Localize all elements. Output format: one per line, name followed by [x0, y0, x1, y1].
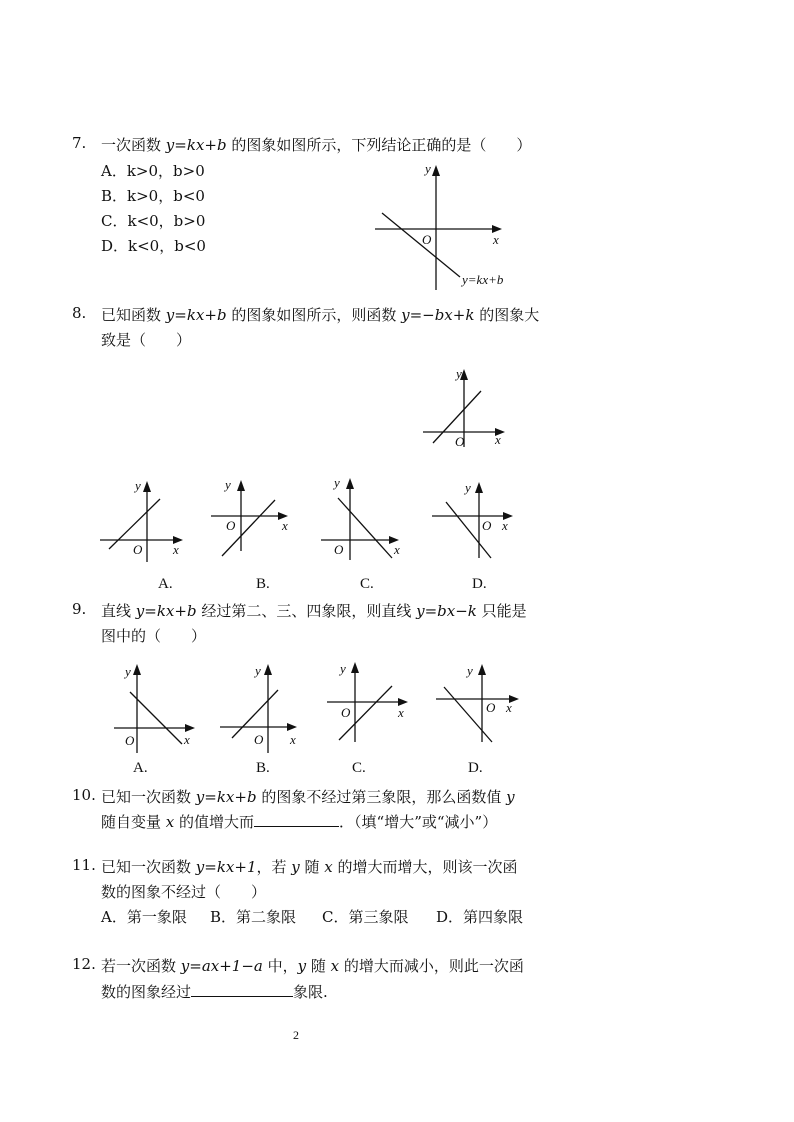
function-line [232, 690, 278, 738]
svg-text:y: y [340, 661, 346, 676]
question-stem-line2: 数的图象不经过（ ） [101, 883, 267, 901]
svg-text:y: y [125, 664, 131, 679]
function-line [382, 213, 460, 277]
q8-option-b-graph[interactable] [208, 476, 298, 561]
option-b[interactable]: B．k>0，b<0 [101, 187, 205, 205]
option-c-label[interactable]: C. [352, 760, 366, 776]
option-c[interactable]: C．k<0，b>0 [101, 212, 206, 230]
svg-text:x: x [394, 542, 400, 557]
q8-reference-graph [420, 365, 515, 450]
svg-text:O: O [482, 518, 492, 533]
q9-option-b-graph[interactable] [220, 660, 310, 755]
option-c-label[interactable]: C. [360, 576, 374, 592]
option-a[interactable]: A．k>0，b>0 [101, 162, 205, 180]
question-number: 11. [72, 856, 96, 874]
y-arrow [432, 165, 440, 176]
svg-text:x: x [173, 542, 179, 557]
page-number: 2 [293, 1028, 299, 1042]
q8-option-a-graph[interactable] [100, 477, 190, 562]
function-line [444, 687, 492, 742]
svg-text:y: y [225, 477, 231, 492]
svg-text:y: y [467, 663, 473, 678]
question-number: 8. [72, 304, 87, 322]
question-number: 10. [72, 786, 96, 804]
question-stem-line2: 致是（ ） [101, 331, 192, 349]
svg-text:y: y [456, 366, 462, 381]
line-label: y=kx+b [462, 272, 504, 287]
answer-blank[interactable] [191, 982, 293, 997]
q8-option-c-graph[interactable] [318, 476, 408, 561]
q9-option-c-graph[interactable] [325, 660, 415, 755]
question-number: 12. [72, 955, 96, 973]
svg-text:y: y [334, 475, 340, 490]
question-stem-line2: 图中的（ ） [101, 627, 207, 645]
svg-text:x: x [398, 705, 404, 720]
option-a[interactable]: A．第一象限 [101, 908, 187, 926]
svg-text:x: x [282, 518, 288, 533]
option-b-label[interactable]: B. [256, 576, 270, 592]
question-stem: 一次函数 y=kx+b 的图象如图所示，下列结论正确的是（ ） [101, 136, 532, 154]
function-line [338, 498, 392, 558]
option-c[interactable]: C．第三象限 [322, 908, 409, 926]
question-stem-line2: 数的图象经过 象限. [101, 983, 328, 1001]
option-a-label[interactable]: A. [133, 760, 148, 776]
option-d-label[interactable]: D. [472, 576, 487, 592]
svg-text:O: O [226, 518, 236, 533]
svg-text:O: O [133, 542, 143, 557]
svg-text:x: x [290, 732, 296, 747]
svg-text:y: y [465, 480, 471, 495]
option-b[interactable]: B．第二象限 [210, 908, 297, 926]
svg-text:O: O [455, 434, 465, 449]
option-d[interactable]: D．k<0，b<0 [101, 237, 206, 255]
q9-option-d-graph[interactable] [434, 662, 529, 757]
svg-text:x: x [502, 518, 508, 533]
answer-blank[interactable] [254, 812, 339, 827]
origin-label: O [422, 232, 432, 247]
x-label: x [493, 232, 499, 247]
svg-text:x: x [495, 432, 501, 447]
option-b-label[interactable]: B. [256, 760, 270, 776]
svg-text:y: y [255, 663, 261, 678]
y-label: y [425, 161, 431, 176]
function-line [130, 692, 182, 744]
q9-option-a-graph[interactable] [112, 660, 202, 755]
svg-text:x: x [184, 732, 190, 747]
question-stem-line1: 已知一次函数 y=kx+b 的图象不经过第三象限，那么函数值 y [101, 788, 515, 806]
question-stem-line1: 若一次函数 y=ax+1−a 中，y 随 x 的增大而减小，则此一次函 [101, 957, 524, 975]
svg-text:O: O [341, 705, 351, 720]
question-stem-line1: 已知一次函数 y=kx+1，若 y 随 x 的增大而增大，则该一次函 [101, 858, 518, 876]
svg-text:x: x [506, 700, 512, 715]
svg-text:O: O [486, 700, 496, 715]
question-stem-line1: 直线 y=kx+b 经过第二、三、四象限，则直线 y=bx−k 只能是 [101, 602, 527, 620]
svg-text:O: O [334, 542, 344, 557]
q8-option-d-graph[interactable] [430, 480, 520, 565]
option-a-label[interactable]: A. [158, 576, 173, 592]
svg-text:O: O [254, 732, 264, 747]
svg-text:O: O [125, 733, 135, 748]
option-d-label[interactable]: D. [468, 760, 483, 776]
svg-text:y: y [135, 478, 141, 493]
q7-graph [370, 160, 530, 295]
question-stem-line1: 已知函数 y=kx+b 的图象如图所示，则函数 y=−bx+k 的图象大 [101, 306, 540, 324]
question-stem-line2: 随自变量 x 的值增大而 ．（填“增大”或“减小”） [101, 813, 498, 831]
question-number: 7. [72, 134, 87, 152]
option-d[interactable]: D．第四象限 [436, 908, 524, 926]
question-number: 9. [72, 600, 87, 618]
